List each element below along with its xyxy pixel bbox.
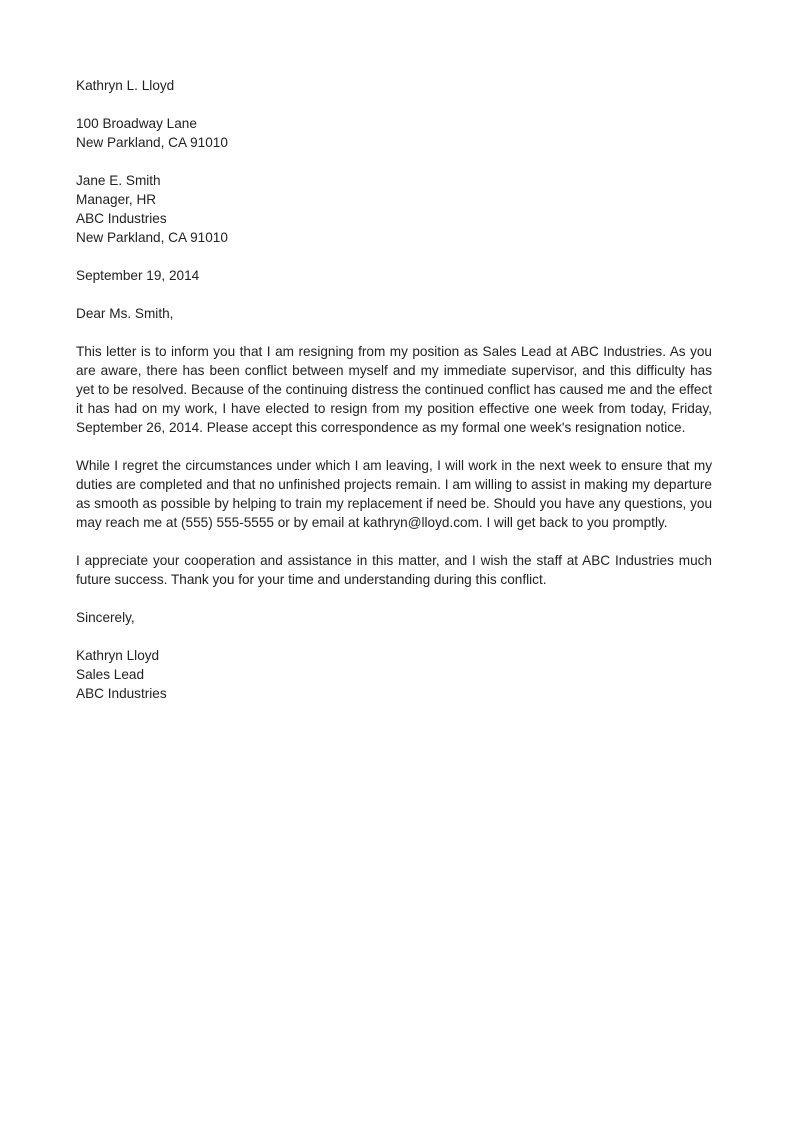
body-paragraph-2: While I regret the circumstances under which I am leaving, I will work in the next week to ensure that my duties are completed and that no unfinished projects remain. I am willing to assist in making my departure as smooth as possible by helping to train my replacement if need be. Should you have any questions, you may reach me at (555) 555-5555 or by email at kathryn@lloyd.com. I will get back to you promptly. — [76, 458, 712, 530]
salutation: Dear Ms. Smith, — [76, 306, 174, 321]
sender-city-line: New Parkland, CA 91010 — [76, 135, 228, 150]
sender-name-block — [76, 76, 712, 95]
signature-block — [76, 646, 712, 703]
body-paragraph-3: I appreciate your cooperation and assistance in this matter, and I wish the staff at ABC Industries much future success. Thank you for your time and understanding during this conflict. — [76, 553, 712, 587]
sender-address — [76, 114, 712, 152]
recipient-title: Manager, HR — [76, 192, 157, 207]
recipient-city-line: New Parkland, CA 91010 — [76, 230, 228, 245]
body-paragraph-1: This letter is to inform you that I am resigning from my position as Sales Lead at ABC Industries. As you are aware, there has been conflict between myself and my immediate supervisor, and this difficulty has yet to be resolved. Because of the continuing distress the continued conflict has caused me and the effect it has had on my work, I have elected to resign from my position effective one week from today, Friday, September 26, 2014. Please accept this correspondence as my formal one week's resignation notice. — [76, 344, 712, 435]
recipient-name: Jane E. Smith — [76, 173, 161, 188]
signature-name: Kathryn Lloyd — [76, 648, 160, 663]
letter-date-block — [76, 266, 712, 285]
signature-company: ABC Industries — [76, 686, 167, 701]
recipient-address — [76, 171, 712, 247]
closing: Sincerely, — [76, 610, 135, 625]
sender-name: Kathryn L. Lloyd — [76, 78, 175, 93]
salutation-block — [76, 304, 712, 323]
letter-date: September 19, 2014 — [76, 268, 200, 283]
signature-title: Sales Lead — [76, 667, 145, 682]
sender-street: 100 Broadway Lane — [76, 116, 197, 131]
resignation-letter — [76, 76, 712, 722]
recipient-company: ABC Industries — [76, 211, 167, 226]
closing-block — [76, 608, 712, 627]
